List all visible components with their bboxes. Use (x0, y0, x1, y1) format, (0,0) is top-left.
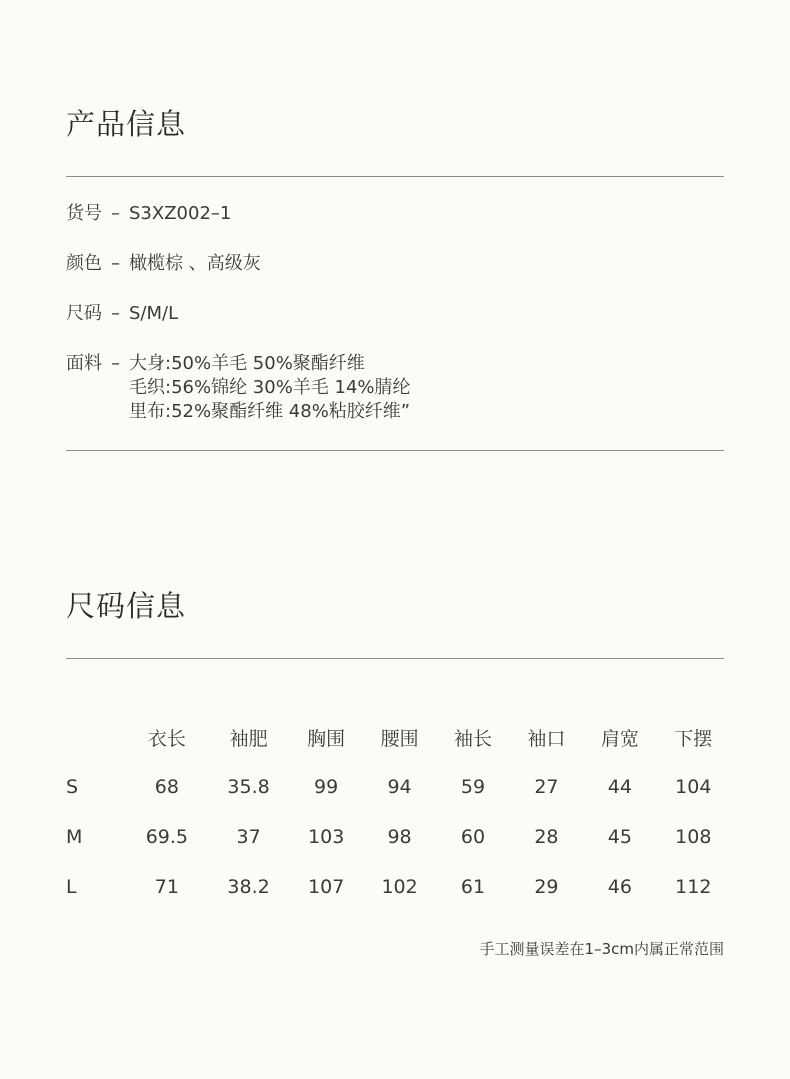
size-info-title: 尺码信息 (66, 589, 187, 623)
table-cell: 44 (607, 776, 632, 798)
table-cell: 112 (675, 876, 712, 898)
table-cell: 71 (154, 876, 179, 898)
info-row-size (66, 302, 178, 326)
table-cell: 46 (607, 876, 632, 898)
info-value-item-number: S3XZ002–1 (129, 203, 232, 224)
table-cell: 59 (460, 776, 486, 798)
info-row-color (66, 252, 261, 276)
table-cell: 28 (534, 826, 559, 848)
info-separator: – (111, 303, 120, 324)
fabric-line-lining: 里布:52%聚酯纤维 48%粘胶纤维” (129, 401, 411, 422)
info-separator: – (111, 253, 120, 274)
size-table-header-row (66, 712, 730, 762)
size-label: L (66, 876, 77, 898)
fabric-composition-list (129, 352, 411, 424)
measurement-note: 手工测量误差在1–3cm内属正常范围 (479, 940, 724, 958)
fabric-line-body: 大身:50%羊毛 50%聚酯纤维 (129, 353, 365, 374)
table-cell: 94 (387, 776, 412, 798)
info-value-size: S/M/L (129, 303, 179, 324)
size-table (66, 712, 730, 912)
info-key-fabric: 面料 (66, 353, 102, 374)
size-label: S (66, 776, 79, 798)
info-row-fabric (66, 352, 411, 424)
table-cell: 68 (154, 776, 179, 798)
table-cell: 45 (607, 826, 632, 848)
table-cell: 37 (236, 826, 261, 848)
size-table-corner (66, 712, 126, 762)
column-header-chest: 胸围 (307, 727, 346, 750)
info-separator: – (111, 353, 120, 374)
info-key-item-number: 货号 (66, 203, 102, 224)
table-cell: 107 (308, 876, 345, 898)
table-cell: 104 (675, 776, 712, 798)
column-header-length: 衣长 (147, 727, 186, 750)
product-info-title: 产品信息 (66, 107, 187, 141)
column-header-sleeve-length: 袖长 (453, 727, 492, 750)
table-cell: 35.8 (227, 776, 270, 798)
info-key-size: 尺码 (66, 303, 102, 324)
product-info-top-divider (66, 176, 724, 177)
column-header-shoulder: 肩宽 (600, 727, 639, 750)
table-cell: 102 (381, 876, 418, 898)
size-info-divider (66, 658, 724, 659)
info-separator: – (111, 203, 120, 224)
table-cell: 98 (387, 826, 412, 848)
column-header-hem: 下摆 (674, 727, 713, 750)
info-row-item-number (66, 202, 231, 226)
column-header-cuff: 袖口 (527, 727, 566, 750)
table-cell: 108 (675, 826, 712, 848)
table-row (66, 812, 730, 862)
column-header-waist: 腰围 (380, 727, 419, 750)
table-cell: 60 (460, 826, 486, 848)
column-header-sleeve-width: 袖肥 (229, 727, 268, 750)
table-cell: 29 (534, 876, 559, 898)
table-cell: 38.2 (227, 876, 270, 898)
table-cell: 103 (308, 826, 345, 848)
table-cell: 69.5 (145, 826, 189, 848)
info-value-color: 橄榄棕 、高级灰 (129, 253, 261, 274)
table-cell: 61 (460, 876, 486, 898)
info-key-color: 颜色 (66, 253, 102, 274)
table-cell: 99 (314, 776, 339, 798)
table-row (66, 862, 730, 912)
table-cell: 27 (534, 776, 559, 798)
fabric-line-knit: 毛织:56%锦纶 30%羊毛 14%腈纶 (129, 377, 411, 398)
table-row (66, 762, 730, 812)
product-info-bottom-divider (66, 450, 724, 451)
size-label: M (66, 826, 83, 848)
